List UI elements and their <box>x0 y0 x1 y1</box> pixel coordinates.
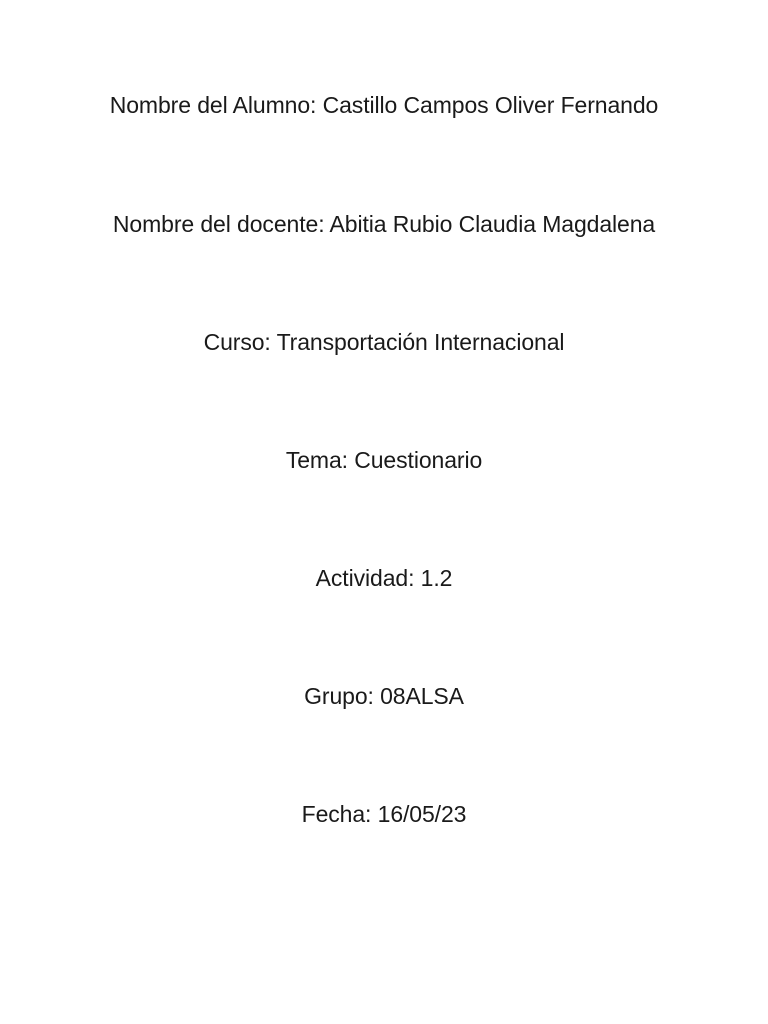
topic-line: Tema: Cuestionario <box>285 447 483 473</box>
activity-line: Actividad: 1.2 <box>315 565 453 591</box>
teacher-name-line: Nombre del docente: Abitia Rubio Claudia Magdalena <box>112 211 656 237</box>
course-line: Curso: Transportación Internacional <box>203 329 565 355</box>
date-line: Fecha: 16/05/23 <box>301 801 467 827</box>
group-line: Grupo: 08ALSA <box>304 683 464 709</box>
student-name-line: Nombre del Alumno: Castillo Campos Oliver Fernando <box>109 92 659 118</box>
